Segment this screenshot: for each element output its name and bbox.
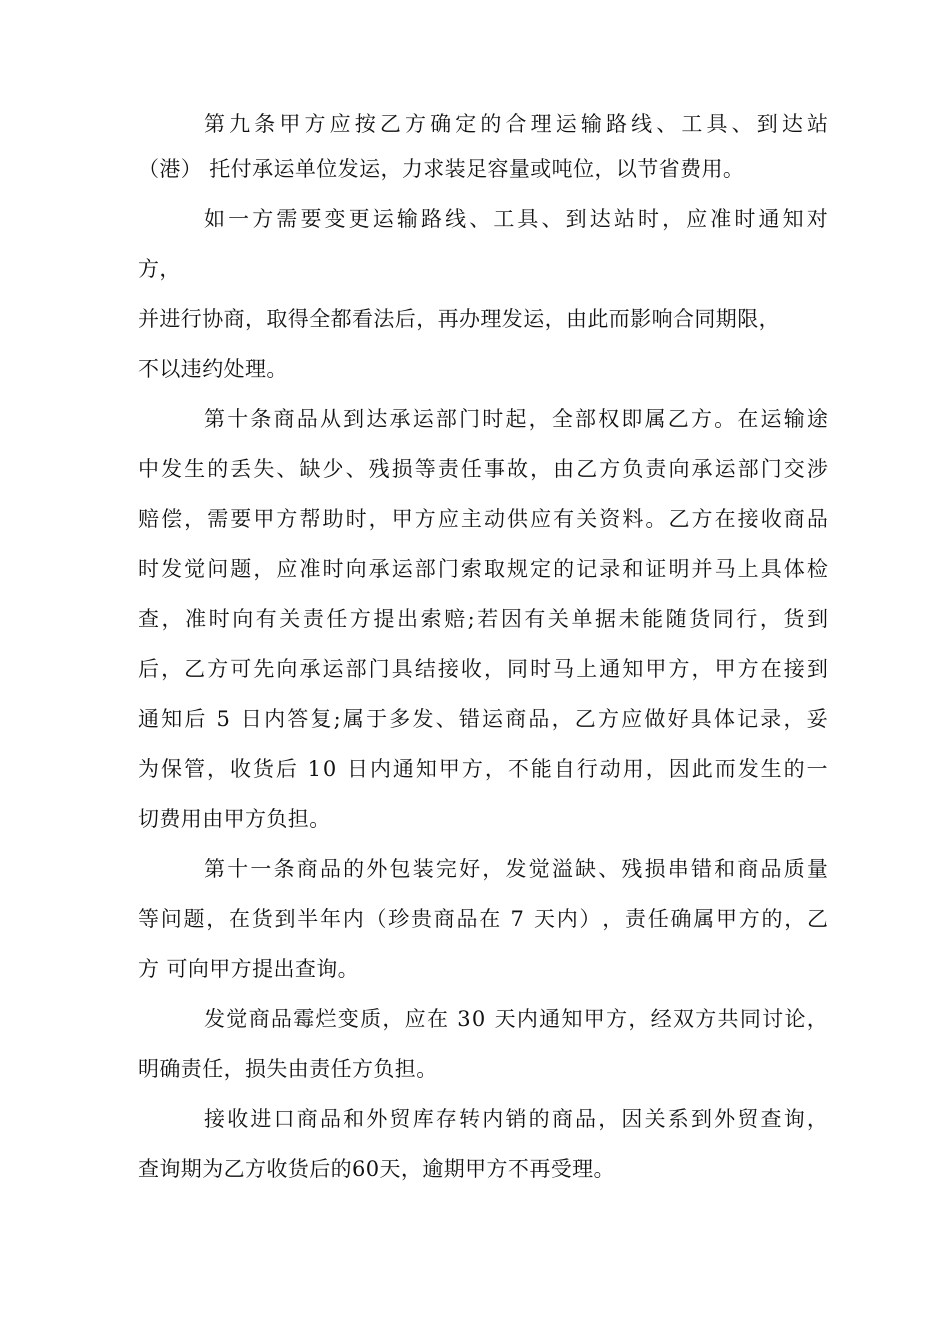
text-line: 赔 偿 ， 需 要 甲 方 帮 助 时 ， 甲 方 应 主 动 供 应 有 关 资 料 。 乙 方 在 接 收 商 品 — [138, 507, 828, 531]
text-line: 接 收 进 口 商 品 和 外 贸 库 存 转 内 销 的 商 品 ， 因 关 系 到 外 贸 查 询 ， — [204, 1107, 828, 1131]
text-line: 如 一 方 需 要 变 更 运 输 路 线 、 工 具 、 到 达 站 时 ， 应 准 时 通 知 对 — [204, 207, 828, 231]
text-line: 方 可向甲方提出查询。 — [138, 957, 360, 981]
text-line: 等 问 题 ， 在 货 到 半 年 内 （ 珍 贵 商 品 在 7 天 内 ） ， 责 任 确 属 甲 方 的 ， 乙 — [138, 907, 828, 931]
text-line: 时 发 觉 问 题 ， 应 准 时 向 承 运 部 门 索 取 规 定 的 记 录 和 证 明 并 马 上 具 体 检 — [138, 557, 828, 581]
text-line: 不以违约处理。 — [138, 357, 288, 381]
text-line: 方， — [138, 257, 181, 281]
text-line: 并进行协商，取得全都看法后，再办理发运，由此而影响合同期限， — [138, 307, 780, 331]
text-line: （港） 托付承运单位发运，力求装足容量或吨位，以节省费用。 — [138, 157, 745, 181]
text-line: 第 九 条 甲 方 应 按 乙 方 确 定 的 合 理 运 输 路 线 、 工 具 、 到 达 站 — [204, 112, 828, 136]
text-line: 发 觉 商 品 霉 烂 变 质 ， 应 在 3 0 天 内 通 知 甲 方 ， 经 双 方 共 同 讨 论 ， — [204, 1007, 828, 1031]
text-line: 明确责任，损失由责任方负担。 — [138, 1057, 438, 1081]
text-line: 第 十 一 条 商 品 的 外 包 装 完 好 ， 发 觉 溢 缺 、 残 损 串 错 和 商 品 质 量 — [204, 857, 828, 881]
text-line: 第 十 条 商 品 从 到 达 承 运 部 门 时 起 ， 全 部 权 即 属 乙 方 。 在 运 输 途 — [204, 407, 828, 431]
text-line: 查询期为乙方收货后的60天，逾期甲方不再受理。 — [138, 1157, 615, 1181]
text-line: 切费用由甲方负担。 — [138, 807, 331, 831]
text-line: 通 知 后 5 日 内 答 复 ; 属 于 多 发 、 错 运 商 品 ， 乙 方 应 做 好 具 体 记 录 ， 妥 — [138, 707, 828, 731]
text-line: 后 ， 乙 方 可 先 向 承 运 部 门 具 结 接 收 ， 同 时 马 上 通 知 甲 方 ， 甲 方 在 接 到 — [138, 657, 828, 681]
text-line: 中 发 生 的 丢 失 、 缺 少 、 残 损 等 责 任 事 故 ， 由 乙 方 负 责 向 承 运 部 门 交 涉 — [138, 457, 828, 481]
text-line: 查 ， 准 时 向 有 关 责 任 方 提 出 索 赔 ; 若 因 有 关 单 据 未 能 随 货 同 行 ， 货 到 — [138, 607, 828, 631]
text-line: 为 保 管 ， 收 货 后 1 0 日 内 通 知 甲 方 ， 不 能 自 行 动 用 ， 因 此 而 发 生 的 一 — [138, 757, 828, 781]
